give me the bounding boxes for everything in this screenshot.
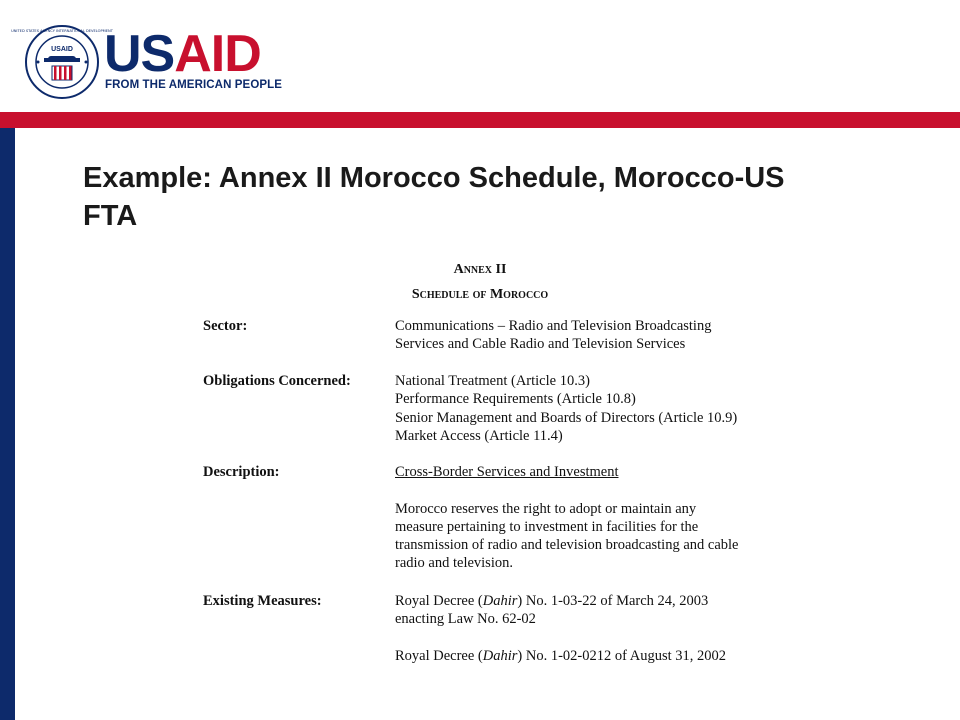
schedule-title: Schedule of Morocco [411,287,549,302]
measure-1-continued: enacting Law No. 62-02 [395,611,536,628]
slide-title-line1: Example: Annex II Morocco Schedule, Morocco-US [83,162,785,194]
description-heading: Cross-Border Services and Investment [395,464,619,480]
handshake-icon [44,56,80,62]
usaid-seal-logo [11,24,113,100]
seal-ring-text: UNITED STATES AGENCY INTERNATIONAL DEVELOPMENT [11,29,113,33]
sector-line: Services and Cable Radio and Television Services [395,336,686,353]
description-line: measure pertaining to investment in facilities for the [395,518,699,535]
description-label: Description: [203,464,280,480]
sector-line: Communications – Radio and Television Broadcasting [395,318,712,334]
slide-title [83,159,883,235]
logo-tagline: FROM THE AMERICAN PEOPLE [105,79,283,91]
seal-inner-text: USAID [51,46,73,53]
obligations-value [395,372,795,445]
sector-value [395,317,795,354]
obligation-line: Senior Management and Boards of Directors (Article 10.9) [395,409,738,426]
description-line: Morocco reserves the right to adopt or maintain any [395,500,697,517]
wordmark-aid: AID [174,25,261,83]
annex-number: Annex II [453,262,507,277]
measure-1: Royal Decree (Dahir) No. 1-03-22 of March 24, 2003 [395,593,709,609]
left-accent-bar [0,112,15,720]
stripes-shield-icon [52,66,72,80]
obligation-line: Market Access (Article 11.4) [395,427,563,444]
measure-2: Royal Decree (Dahir) No. 1-02-0212 of August 31, 2002 [395,647,727,664]
header-red-stripe [0,112,960,128]
obligation-line: Performance Requirements (Article 10.8) [395,391,636,408]
obligations-label: Obligations Concerned: [203,373,351,389]
description-line: radio and television. [395,555,513,572]
usaid-wordmark [104,25,261,83]
existing-measures-label: Existing Measures: [203,593,322,609]
sector-label: Sector: [203,318,248,334]
annex-heading [395,257,565,307]
existing-measures-value [395,592,795,665]
wordmark-us: US [104,25,175,83]
slide-title-line2: FTA [83,200,138,232]
obligation-line: National Treatment (Article 10.3) [395,373,590,389]
description-value [395,463,795,573]
description-line: transmission of radio and television broadcasting and cable [395,537,739,554]
